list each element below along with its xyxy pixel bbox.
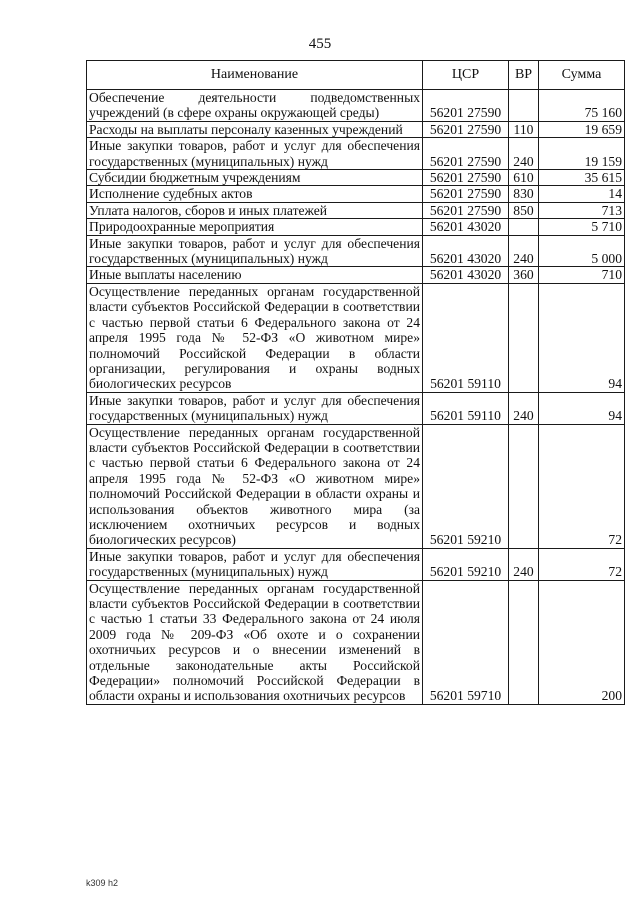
row-sum: 14 — [539, 186, 625, 202]
table-row — [87, 121, 625, 137]
table-row — [87, 580, 625, 704]
row-csr: 56201 59210 — [423, 424, 509, 548]
header-csr: ЦСР — [423, 61, 509, 90]
budget-table — [86, 60, 625, 705]
row-name: Обеспечение деятельности подведомственных учреждений (в сфере охраны окружающей среды) — [87, 90, 423, 122]
header-vr: ВР — [509, 61, 539, 90]
table-row — [87, 392, 625, 424]
row-name: Субсидии бюджетным учреждениям — [87, 170, 423, 186]
row-csr: 56201 43020 — [423, 219, 509, 235]
footer-code: k309 h2 — [86, 878, 119, 888]
table-row — [87, 283, 625, 392]
row-csr: 56201 27590 — [423, 121, 509, 137]
row-vr: 240 — [509, 235, 539, 267]
table-row — [87, 138, 625, 170]
row-name: Иные закупки товаров, работ и услуг для обеспечения государственных (муниципальных) нужд — [87, 392, 423, 424]
table-row — [87, 424, 625, 548]
row-sum: 94 — [539, 283, 625, 392]
row-vr: 830 — [509, 186, 539, 202]
table-row — [87, 170, 625, 186]
row-csr: 56201 27590 — [423, 90, 509, 122]
table-row — [87, 548, 625, 580]
header-name: Наименование — [87, 61, 423, 90]
row-name: Иные закупки товаров, работ и услуг для обеспечения государственных (муниципальных) нужд — [87, 138, 423, 170]
row-vr: 610 — [509, 170, 539, 186]
row-vr — [509, 90, 539, 122]
row-csr: 56201 59710 — [423, 580, 509, 704]
row-name: Расходы на выплаты персоналу казенных учреждений — [87, 121, 423, 137]
row-csr: 56201 59110 — [423, 392, 509, 424]
row-vr: 240 — [509, 548, 539, 580]
table-header-row — [87, 61, 625, 90]
row-sum: 19 159 — [539, 138, 625, 170]
row-csr: 56201 27590 — [423, 138, 509, 170]
row-name: Осуществление переданных органам государственной власти субъектов Российской Федерации в соответствии с частью первой статьи 6 Федерального закона от 24 апреля 1995 года № 52-ФЗ «О животном мире» полномочий Российской Федерации в области организации, регулирования и охраны водных биологических ресурсов — [87, 283, 423, 392]
row-vr: 240 — [509, 392, 539, 424]
row-vr: 110 — [509, 121, 539, 137]
row-name: Иные закупки товаров, работ и услуг для обеспечения государственных (муниципальных) нужд — [87, 235, 423, 267]
row-csr: 56201 27590 — [423, 186, 509, 202]
row-vr: 850 — [509, 202, 539, 218]
row-name: Осуществление переданных органам государственной власти субъектов Российской Федерации в соответствии с частью первой статьи 6 Федерального закона от 24 апреля 1995 года № 52-ФЗ «О животном мире» полномочий Российской Федерации в области охраны и использования объектов животного мира (за исключением охотничьих ресурсов и водных биологических ресурсов) — [87, 424, 423, 548]
table-row — [87, 90, 625, 122]
row-name: Уплата налогов, сборов и иных платежей — [87, 202, 423, 218]
table-row — [87, 235, 625, 267]
row-vr — [509, 219, 539, 235]
row-csr: 56201 43020 — [423, 267, 509, 283]
row-sum: 72 — [539, 424, 625, 548]
page-number: 455 — [308, 36, 332, 52]
row-csr: 56201 27590 — [423, 202, 509, 218]
row-sum: 710 — [539, 267, 625, 283]
table-row — [87, 219, 625, 235]
table-row — [87, 267, 625, 283]
table-row — [87, 202, 625, 218]
row-csr: 56201 59210 — [423, 548, 509, 580]
row-sum: 35 615 — [539, 170, 625, 186]
row-csr: 56201 27590 — [423, 170, 509, 186]
row-sum: 75 160 — [539, 90, 625, 122]
row-name: Иные закупки товаров, работ и услуг для обеспечения государственных (муниципальных) нужд — [87, 548, 423, 580]
row-vr: 240 — [509, 138, 539, 170]
row-name: Природоохранные мероприятия — [87, 219, 423, 235]
row-sum: 94 — [539, 392, 625, 424]
row-sum: 19 659 — [539, 121, 625, 137]
row-name: Исполнение судебных актов — [87, 186, 423, 202]
row-sum: 5 000 — [539, 235, 625, 267]
row-vr — [509, 580, 539, 704]
row-csr: 56201 59110 — [423, 283, 509, 392]
row-vr — [509, 283, 539, 392]
row-vr: 360 — [509, 267, 539, 283]
row-sum: 200 — [539, 580, 625, 704]
row-csr: 56201 43020 — [423, 235, 509, 267]
row-name: Осуществление переданных органам государственной власти субъектов Российской Федерации в соответствии с частью 1 статьи 33 Федерального закона от 24 июля 2009 года № 209-ФЗ «Об охоте и о сохранении охотничьих ресурсов и о внесении изменений в отдельные законодательные акты Российской Федерации» полномочий Российской Федерации в области охраны и использования охотничьих ресурсов — [87, 580, 423, 704]
table-row — [87, 186, 625, 202]
row-sum: 713 — [539, 202, 625, 218]
row-name: Иные выплаты населению — [87, 267, 423, 283]
row-sum: 72 — [539, 548, 625, 580]
header-sum: Сумма — [539, 61, 625, 90]
row-sum: 5 710 — [539, 219, 625, 235]
row-vr — [509, 424, 539, 548]
